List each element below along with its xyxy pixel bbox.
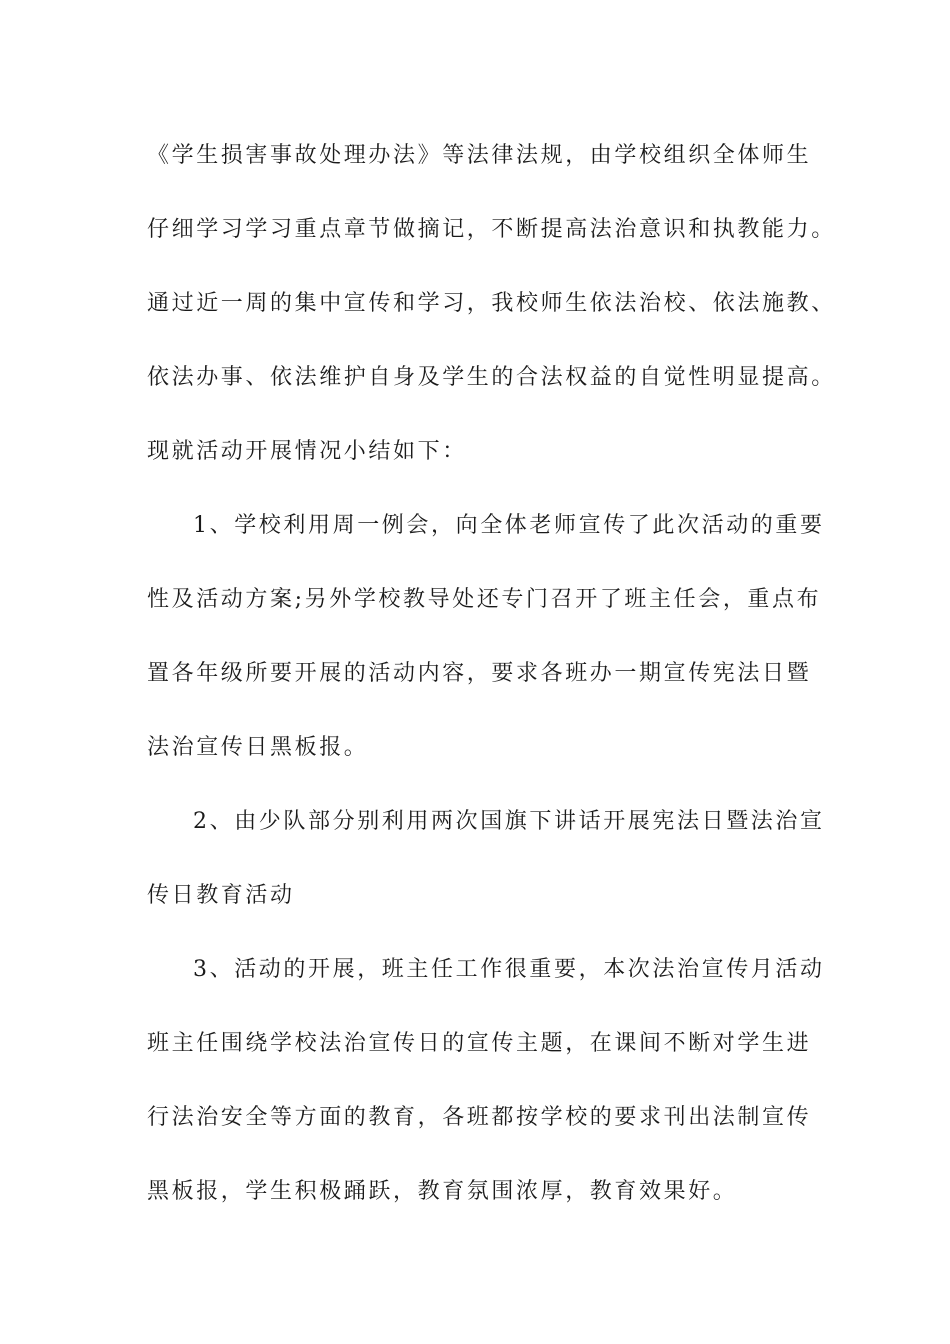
text-line: 依法办事、依法维护自身及学生的合法权益的自觉性明显提高。 (147, 365, 836, 390)
text-line: 行法治安全等方面的教育，各班都按学校的要求刊出法制宣传 (147, 1105, 812, 1130)
text-line: 传日教育活动 (147, 883, 295, 908)
paragraph-2-start: 2、由少队部分别利用两次国旗下讲话开展宪法日暨法治宣 (193, 809, 825, 834)
text-line: 性及活动方案;另外学校教导处还专门召开了班主任会，重点布 (147, 587, 822, 612)
text-line: 现就活动开展情况小结如下： (147, 439, 467, 464)
paragraph-3-start: 3、活动的开展，班主任工作很重要，本次法治宣传月活动 (193, 957, 825, 982)
text-line: 班主任围绕学校法治宣传日的宣传主题，在课间不断对学生进 (147, 1031, 812, 1056)
text-line: 法治宣传日黑板报。 (147, 735, 369, 760)
text-line: 仔细学习学习重点章节做摘记，不断提高法治意识和执教能力。 (147, 217, 836, 242)
text-line: 黑板报，学生积极踊跃，教育氛围浓厚，教育效果好。 (147, 1179, 738, 1204)
text-line: 通过近一周的集中宣传和学习，我校师生依法治校、依法施教、 (147, 291, 836, 316)
text-line: 置各年级所要开展的活动内容，要求各班办一期宣传宪法日暨 (147, 661, 812, 686)
text-line: 《学生损害事故处理办法》等法律法规，由学校组织全体师生 (147, 143, 812, 168)
paragraph-1-start: 1、学校利用周一例会，向全体老师宣传了此次活动的重要 (193, 513, 825, 538)
document-body (147, 126, 836, 1236)
